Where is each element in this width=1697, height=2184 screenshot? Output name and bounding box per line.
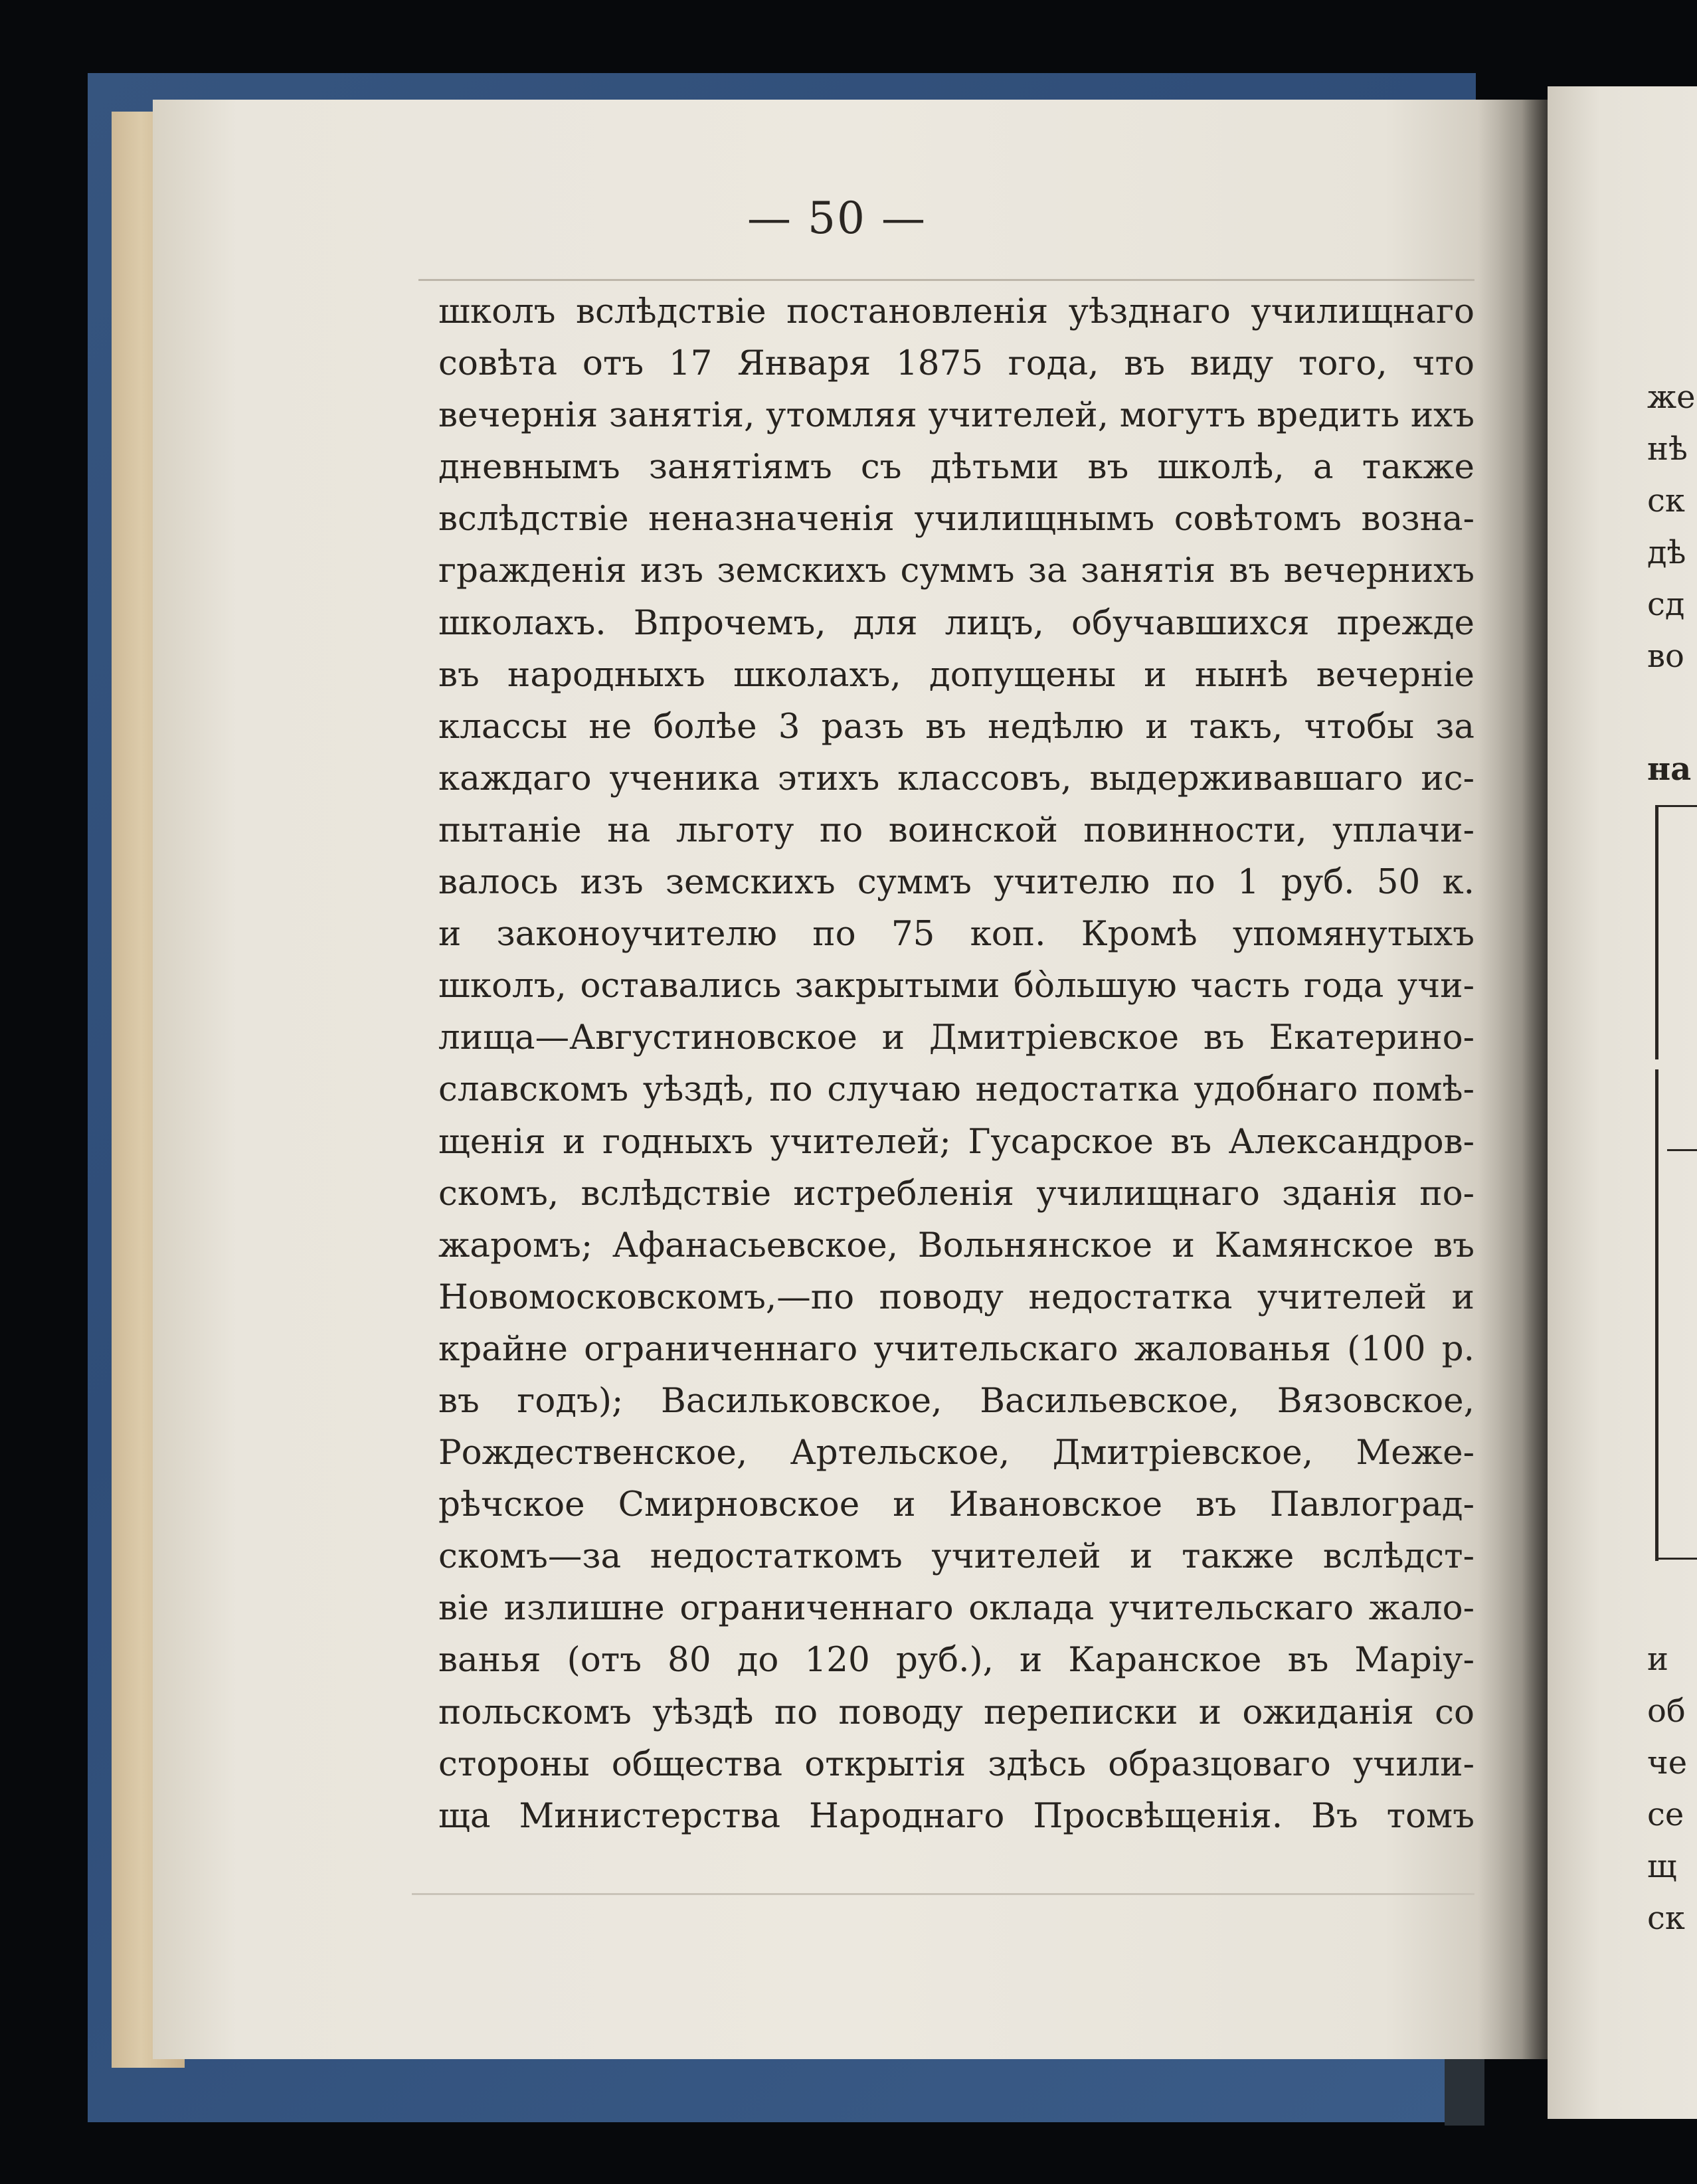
text-line: крайне ограниченнаго учительскаго жалованья (100 р. <box>438 1328 1474 1369</box>
text-line: ща Министерства Народнаго Просвѣщенія. Въ томъ <box>438 1795 1474 1836</box>
text-line: классы не болѣе 3 разъ въ недѣлю и такъ, чтобы за <box>438 706 1474 747</box>
text-line: школъ вслѣдствіе постановленія уѣзднаго училищнаго <box>438 292 1474 331</box>
text-line: гражденія изъ земскихъ суммъ за занятія въ вечернихъ <box>438 551 1474 591</box>
right-page-fragment: ск <box>1647 482 1685 519</box>
bottom-rule <box>412 1893 1474 1895</box>
text-line: дневнымъ занятіямъ съ дѣтьми въ школѣ, а также <box>438 447 1474 488</box>
text-line: и законоучителю по 75 коп. Кромѣ упомянутыхъ <box>438 914 1474 955</box>
text-line: совѣта отъ 17 Января 1875 года, въ виду того, что <box>438 343 1474 384</box>
text-line: віе излишне ограниченнаго оклада учительскаго жало- <box>438 1588 1474 1629</box>
right-page-fragment: во <box>1647 638 1684 675</box>
right-page-fragment: же <box>1647 379 1696 416</box>
right-page-fragment: сд <box>1647 586 1685 623</box>
right-page-fragment: щ <box>1647 1848 1677 1885</box>
page-number: — 50 — <box>747 193 927 244</box>
text-line: щенія и годныхъ учителей; Гусарское въ Александров- <box>438 1121 1474 1162</box>
text-line: Рождественское, Артельское, Дмитріевское, Меже- <box>438 1433 1474 1473</box>
text-line: стороны общества открытія здѣсь образцоваго учили- <box>438 1744 1474 1784</box>
text-line: валось изъ земскихъ суммъ учителю по 1 руб. 50 к. <box>438 862 1474 903</box>
text-line: въ народныхъ школахъ, допущены и нынѣ вечерніе <box>438 654 1474 695</box>
right-page-fragment: че <box>1647 1744 1688 1781</box>
right-page-fragment: дѣ <box>1647 534 1686 571</box>
text-line: вечернія занятія, утомляя учителей, могутъ вредить ихъ <box>438 395 1474 436</box>
right-page-fragment: и <box>1647 1641 1668 1678</box>
table-border <box>1655 807 1658 1059</box>
text-line: школъ, оставались закрытыми бо̀льшую часть года учи- <box>438 966 1474 1006</box>
text-line: лища—Августиновское и Дмитріевское въ Екатерино- <box>438 1018 1474 1058</box>
text-line: каждаго ученика этихъ классовъ, выдерживавшаго ис- <box>438 758 1474 798</box>
text-line: школахъ. Впрочемъ, для лицъ, обучавшихся прежде <box>438 602 1474 643</box>
text-line: польскомъ уѣздѣ по поводу переписки и ожиданія со <box>438 1692 1474 1732</box>
text-line: Новомосковскомъ,—по поводу недостатка учителей и <box>438 1277 1474 1317</box>
right-page-fragment: се <box>1647 1796 1684 1833</box>
right-page-fragment: ск <box>1647 1900 1685 1937</box>
text-line: скомъ, вслѣдствіе истребленія училищнаго зданія по- <box>438 1173 1474 1214</box>
text-line: въ годъ); Васильковское, Васильевское, Вязовское, <box>438 1380 1474 1421</box>
table-rule <box>1667 1149 1697 1151</box>
top-rule <box>418 279 1474 281</box>
table-rule <box>1655 805 1697 807</box>
right-page-fragment: об <box>1647 1692 1686 1730</box>
text-line: вслѣдствіе неназначенія училищнымъ совѣтомъ возна- <box>438 499 1474 539</box>
right-page-heading-fragment: на <box>1647 751 1692 788</box>
text-line: рѣчское Смирновское и Ивановское въ Павлоград- <box>438 1485 1474 1525</box>
text-line: пытаніе на льготу по воинской повинности, уплачи- <box>438 810 1474 850</box>
book-gutter <box>1478 100 1558 2059</box>
text-line: ванья (отъ 80 до 120 руб.), и Каранское въ Маріу- <box>438 1640 1474 1681</box>
right-page <box>1548 86 1697 2119</box>
text-line: жаромъ; Афанасьевское, Вольнянское и Камянское въ <box>438 1225 1474 1265</box>
body-text <box>438 286 1474 1842</box>
table-border <box>1655 1069 1658 1561</box>
table-rule <box>1655 1558 1697 1560</box>
text-line: славскомъ уѣздѣ, по случаю недостатка удобнаго помѣ- <box>438 1069 1474 1110</box>
right-page-fragment: нѣ <box>1647 430 1688 468</box>
text-line: скомъ—за недостаткомъ учителей и также вслѣдст- <box>438 1536 1474 1577</box>
